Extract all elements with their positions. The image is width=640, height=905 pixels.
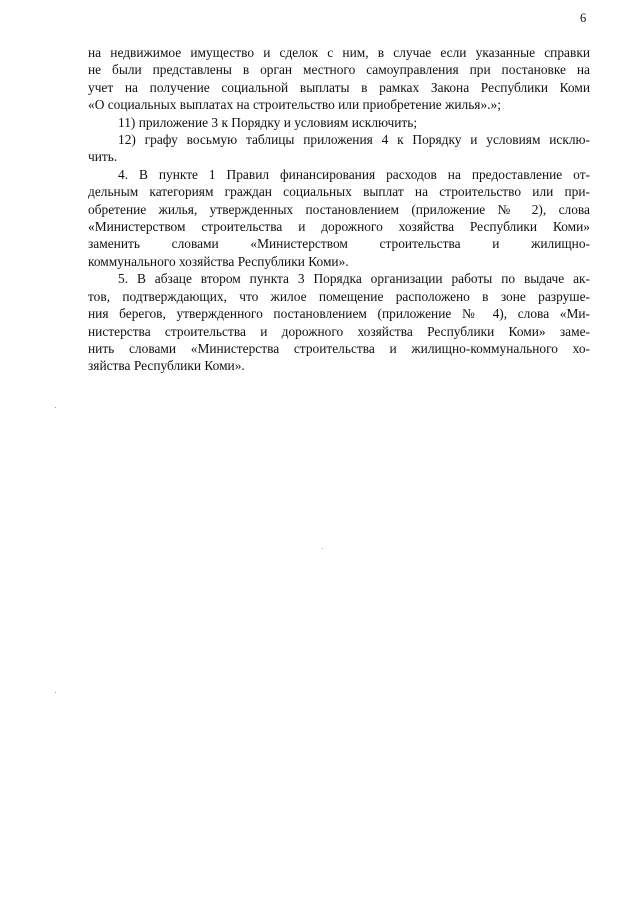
text-line: тов, подтверждающих, что жилое помещение расположено в зоне разруше- <box>88 288 590 304</box>
paragraph-continuation <box>88 44 590 114</box>
text-line: учет на получение социальной выплаты в рамках Закона Республики Коми <box>88 79 590 95</box>
text-line: на недвижимое имущество и сделок с ним, в случае если указанные справки <box>88 45 590 60</box>
paragraph-section-5 <box>88 270 590 374</box>
scan-speck <box>55 407 56 408</box>
scan-speck <box>322 548 323 549</box>
text-line: коммунального хозяйства Республики Коми». <box>88 253 349 269</box>
text-line: ния берегов, утвержденного постановлением (приложение № 4), слова «Ми- <box>88 306 590 322</box>
text-line: дельным категориям граждан социальных выплат на строительство или при- <box>88 184 590 200</box>
scan-speck <box>55 692 56 693</box>
paragraph-section-4 <box>88 166 590 270</box>
document-body <box>88 44 590 375</box>
text-line: нить словами «Министерства строительства и жилищно-коммунального хо- <box>88 340 590 356</box>
text-line: 12) графу восьмую таблицы приложения 4 к Порядку и условиям исклю- <box>118 132 590 148</box>
paragraph-item-11 <box>88 114 590 131</box>
text-line: нистерства строительства и дорожного хозяйства Республики Коми» заме- <box>88 323 590 339</box>
text-line: заменить словами «Министерством строительства и жилищно- <box>88 236 590 252</box>
text-line: «О социальных выплатах на строительство или приобретение жилья».»; <box>88 97 501 113</box>
text-line: зяйства Республики Коми». <box>88 358 245 374</box>
page-number: 6 <box>580 11 587 25</box>
text-line: обретение жилья, утвержденных постановлением (приложение № 2), слова <box>88 201 590 217</box>
text-line: 5. В абзаце втором пункта 3 Порядка организации работы по выдаче ак- <box>118 271 590 287</box>
text-line: 11) приложение 3 к Порядку и условиям исключить; <box>118 114 418 130</box>
text-line: «Министерством строительства и дорожного хозяйства Республики Коми» <box>88 219 590 235</box>
paragraph-item-12 <box>88 131 590 166</box>
text-line: 4. В пункте 1 Правил финансирования расходов на предоставление от- <box>118 166 590 182</box>
text-line: чить. <box>88 149 118 165</box>
text-line: не были представлены в орган местного самоуправления при постановке на <box>88 62 590 78</box>
